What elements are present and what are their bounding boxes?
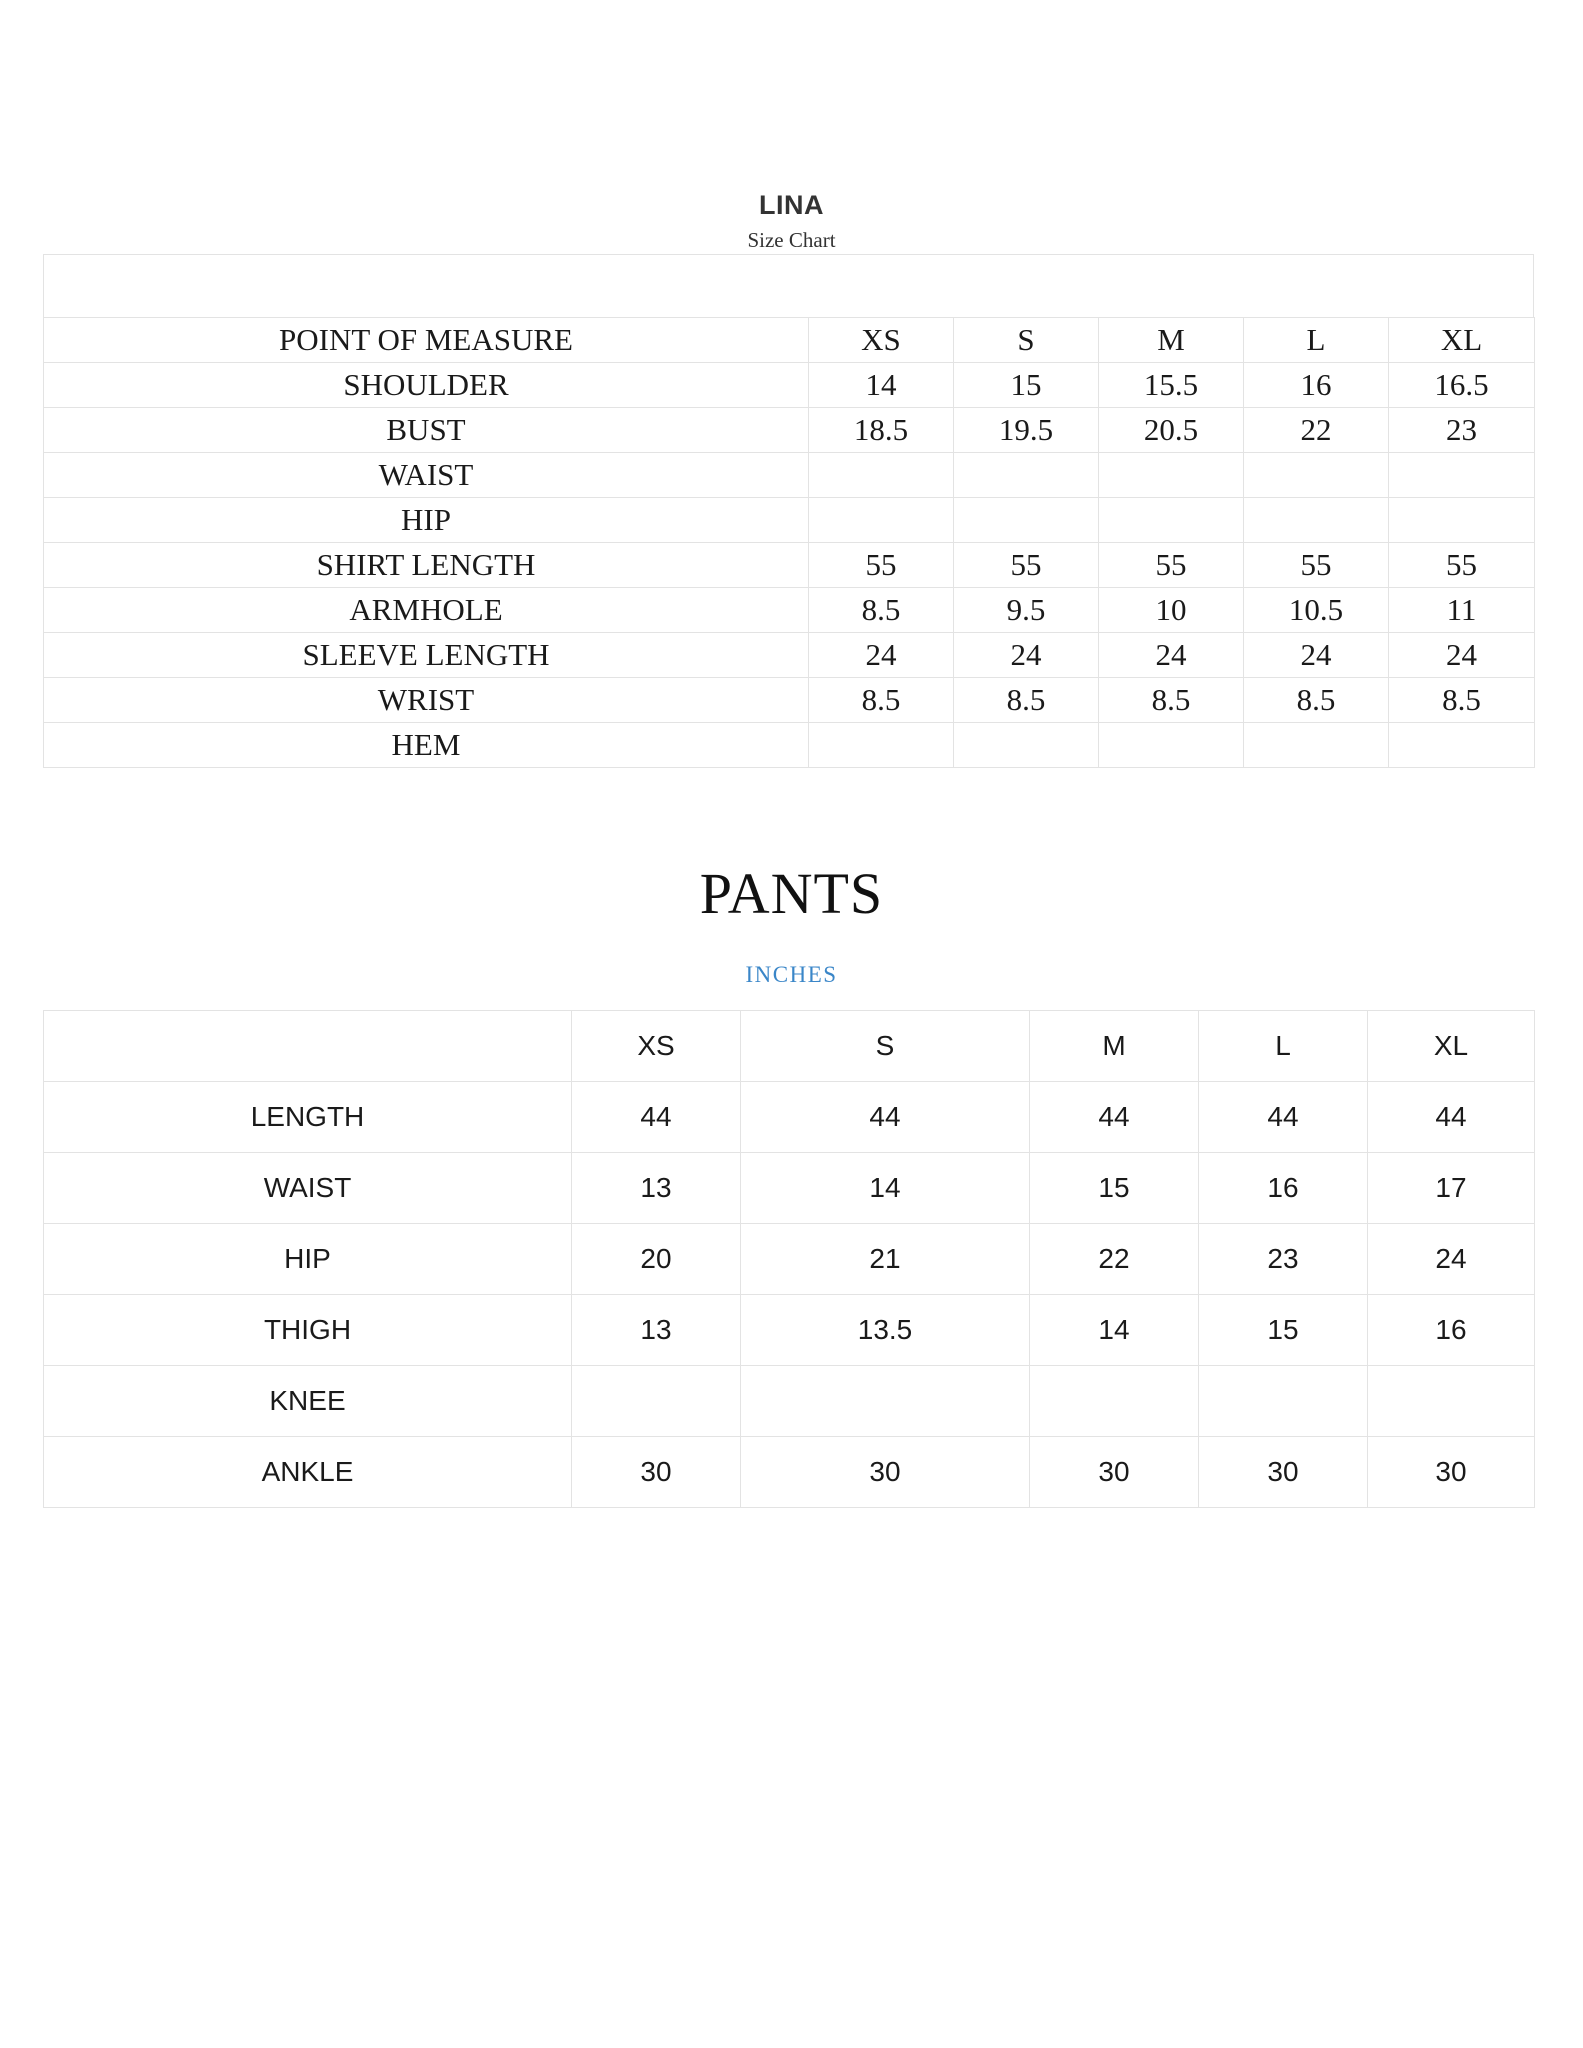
shirt-row	[44, 498, 1535, 543]
shirt-size-value: 55	[809, 543, 954, 588]
shirt-row	[44, 723, 1535, 768]
shirt-size-value	[954, 723, 1099, 768]
shirt-header-measure: POINT OF MEASURE	[44, 318, 809, 363]
shirt-size-value: 24	[809, 633, 954, 678]
shirt-size-value	[954, 498, 1099, 543]
shirt-size-value	[1244, 453, 1389, 498]
shirt-size-value: 10.5	[1244, 588, 1389, 633]
shirt-size-value: 55	[1244, 543, 1389, 588]
shirt-measure-label: SHIRT LENGTH	[44, 543, 809, 588]
pants-header-row	[44, 1011, 1535, 1082]
shirt-size-value	[1099, 453, 1244, 498]
shirt-header-size: XL	[1389, 318, 1535, 363]
pants-size-value	[1199, 1366, 1368, 1437]
pants-header-size: M	[1030, 1011, 1199, 1082]
pants-measure-label: ANKLE	[44, 1437, 572, 1508]
shirt-header-size: XS	[809, 318, 954, 363]
shirt-size-value: 16.5	[1389, 363, 1535, 408]
pants-size-value: 14	[1030, 1295, 1199, 1366]
pants-size-value	[1368, 1366, 1535, 1437]
units-label: INCHES	[745, 962, 838, 987]
pants-header-size: L	[1199, 1011, 1368, 1082]
pants-size-value: 30	[1199, 1437, 1368, 1508]
shirt-size-value: 55	[954, 543, 1099, 588]
shirt-row	[44, 453, 1535, 498]
shirt-size-value	[1389, 723, 1535, 768]
pants-row	[44, 1366, 1535, 1437]
shirt-size-value: 8.5	[1389, 678, 1535, 723]
pants-row	[44, 1224, 1535, 1295]
shirt-row	[44, 633, 1535, 678]
pants-header-size: XL	[1368, 1011, 1535, 1082]
pants-size-value	[1030, 1366, 1199, 1437]
pants-measure-label: THIGH	[44, 1295, 572, 1366]
pants-size-value: 44	[1199, 1082, 1368, 1153]
pants-title: PANTS	[699, 861, 884, 926]
pants-size-value: 30	[572, 1437, 741, 1508]
pants-size-value: 30	[1030, 1437, 1199, 1508]
shirt-header-size: M	[1099, 318, 1244, 363]
pants-size-value: 15	[1030, 1153, 1199, 1224]
pants-header-size: S	[741, 1011, 1030, 1082]
shirt-table-blank-row	[43, 254, 1534, 317]
pants-size-value: 44	[741, 1082, 1030, 1153]
shirt-size-value: 11	[1389, 588, 1535, 633]
shirt-size-value: 10	[1099, 588, 1244, 633]
pants-measure-label: LENGTH	[44, 1082, 572, 1153]
shirt-size-value: 8.5	[1099, 678, 1244, 723]
chart-subtitle: Size Chart	[747, 228, 836, 252]
shirt-size-value	[1389, 498, 1535, 543]
shirt-size-table	[43, 317, 1535, 768]
shirt-size-value: 24	[954, 633, 1099, 678]
shirt-measure-label: WAIST	[44, 453, 809, 498]
pants-size-value: 16	[1368, 1295, 1535, 1366]
shirt-size-value: 20.5	[1099, 408, 1244, 453]
shirt-size-value: 23	[1389, 408, 1535, 453]
shirt-measure-label: HIP	[44, 498, 809, 543]
pants-row	[44, 1295, 1535, 1366]
pants-row	[44, 1082, 1535, 1153]
shirt-measure-label: HEM	[44, 723, 809, 768]
shirt-size-value	[1099, 723, 1244, 768]
shirt-size-value	[1389, 453, 1535, 498]
shirt-measure-label: SLEEVE LENGTH	[44, 633, 809, 678]
shirt-header-row	[44, 318, 1535, 363]
pants-size-value: 30	[1368, 1437, 1535, 1508]
pants-measure-label: HIP	[44, 1224, 572, 1295]
pants-size-value: 20	[572, 1224, 741, 1295]
shirt-size-value	[809, 498, 954, 543]
shirt-row	[44, 678, 1535, 723]
shirt-size-value: 8.5	[809, 678, 954, 723]
shirt-size-value: 19.5	[954, 408, 1099, 453]
pants-size-value: 17	[1368, 1153, 1535, 1224]
shirt-size-value: 24	[1389, 633, 1535, 678]
pants-row	[44, 1153, 1535, 1224]
pants-size-value: 13	[572, 1153, 741, 1224]
shirt-row	[44, 363, 1535, 408]
shirt-size-value: 9.5	[954, 588, 1099, 633]
shirt-header-size: S	[954, 318, 1099, 363]
pants-measure-label: KNEE	[44, 1366, 572, 1437]
pants-size-value: 44	[572, 1082, 741, 1153]
pants-size-value	[572, 1366, 741, 1437]
shirt-size-value: 18.5	[809, 408, 954, 453]
shirt-size-value: 22	[1244, 408, 1389, 453]
pants-size-value: 21	[741, 1224, 1030, 1295]
shirt-size-value	[809, 723, 954, 768]
shirt-measure-label: ARMHOLE	[44, 588, 809, 633]
shirt-size-value	[1244, 498, 1389, 543]
shirt-size-value: 8.5	[1244, 678, 1389, 723]
shirt-size-value: 24	[1244, 633, 1389, 678]
shirt-measure-label: WRIST	[44, 678, 809, 723]
shirt-size-value	[1244, 723, 1389, 768]
pants-size-table	[43, 1010, 1535, 1508]
pants-header-measure	[44, 1011, 572, 1082]
shirt-measure-label: BUST	[44, 408, 809, 453]
pants-size-value: 23	[1199, 1224, 1368, 1295]
shirt-header-size: L	[1244, 318, 1389, 363]
shirt-size-value: 55	[1389, 543, 1535, 588]
pants-size-value: 14	[741, 1153, 1030, 1224]
shirt-row	[44, 588, 1535, 633]
pants-size-value: 44	[1368, 1082, 1535, 1153]
pants-size-value: 13.5	[741, 1295, 1030, 1366]
shirt-size-value: 8.5	[809, 588, 954, 633]
pants-size-value: 30	[741, 1437, 1030, 1508]
pants-header-size: XS	[572, 1011, 741, 1082]
pants-size-value: 16	[1199, 1153, 1368, 1224]
shirt-size-value: 15.5	[1099, 363, 1244, 408]
shirt-size-value: 8.5	[954, 678, 1099, 723]
shirt-row	[44, 408, 1535, 453]
shirt-size-value: 55	[1099, 543, 1244, 588]
pants-size-value: 24	[1368, 1224, 1535, 1295]
shirt-size-value	[954, 453, 1099, 498]
shirt-measure-label: SHOULDER	[44, 363, 809, 408]
pants-size-value: 15	[1199, 1295, 1368, 1366]
shirt-size-value: 16	[1244, 363, 1389, 408]
shirt-size-value: 24	[1099, 633, 1244, 678]
shirt-row	[44, 543, 1535, 588]
pants-size-value: 22	[1030, 1224, 1199, 1295]
shirt-size-value	[809, 453, 954, 498]
pants-size-value: 44	[1030, 1082, 1199, 1153]
pants-measure-label: WAIST	[44, 1153, 572, 1224]
pants-size-value	[741, 1366, 1030, 1437]
shirt-size-value	[1099, 498, 1244, 543]
pants-size-value: 13	[572, 1295, 741, 1366]
chart-title: LINA	[759, 190, 824, 220]
pants-row	[44, 1437, 1535, 1508]
shirt-size-value: 14	[809, 363, 954, 408]
shirt-size-value: 15	[954, 363, 1099, 408]
